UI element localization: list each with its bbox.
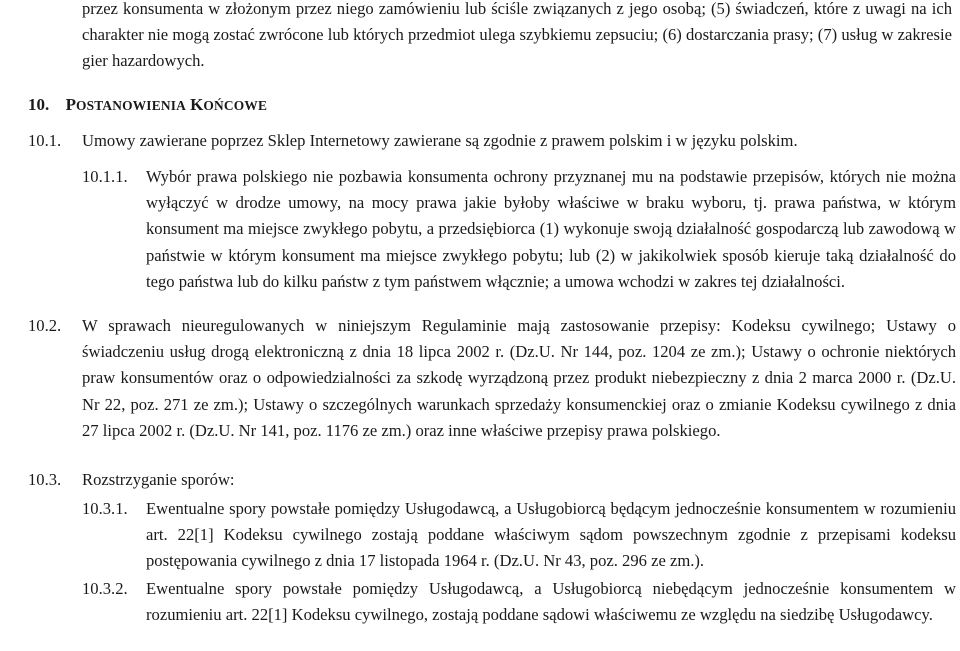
paragraph-10-2: W sprawach nieuregulowanych w niniejszym Regulaminie mają zastosowanie przepisy: Kodeksu cywilnego; Ustawy o świadczeniu usług drogą elektroniczną z dnia 18 lipca 2002 r. (Dz.U. Nr 144, poz. 1204 ze zm.); Ustawy o ochronie niektórych praw konsumentów oraz o odpowiedzialności za szkodę wyrządzoną przez produkt niebezpieczny z dnia 2 marca 2000 r. (Dz.U. Nr 22, poz. 271 ze zm.); Ustawy o szczególnych warunkach sprzedaży konsumenckiej oraz o zmianie Kodeksu cywilnego z dnia 27 lipca 2002 r. (Dz.U. Nr 141, poz. 1176 ze zm.) oraz inne właściwe przepisy prawa polskiego. <box>82 316 956 440</box>
paragraph-number-10-1-1: 10.1.1. <box>82 167 128 186</box>
paragraph-10-1-1: Wybór prawa polskiego nie pozbawia konsumenta ochrony przyznanej mu na podstawie przepisów, których nie można wyłączyć w drodze umowy, na mocy prawa jakie byłoby właściwe w braku wyboru, tj. prawa państwa, w którym konsument ma miejsce zwykłego pobytu, a przedsiębiorca (1) wykonuje swoją działalność gospodarczą lub zawodową w państwie w którym konsument ma miejsce zwykłego pobytu; lub (2) w jakikolwiek sposób kieruje taką działalność do tego państwa lub do kilku państw z tym państwem włącznie; a umowa wchodzi w zakres tej działalności. <box>146 167 956 291</box>
section-title-initial-1: P <box>65 95 76 114</box>
paragraph-number-10-3-1: 10.3.1. <box>82 499 128 518</box>
paragraph-number-10-3: 10.3. <box>28 470 62 489</box>
paragraph-10-3-2: Ewentualne spory powstałe pomiędzy Usługodawcą, a Usługobiorcą niebędącym jednocześnie konsumentem w rozumieniu art. 22[1] Kodeksu cywilnego, zostają poddane sądowi właściwemu ze względu na siedzibę Usługodawcy. <box>146 579 956 625</box>
paragraph-number-10-3-2: 10.3.2. <box>82 579 128 598</box>
section-title-rest-1: OSTANOWIENIA <box>75 98 186 113</box>
paragraph-10-1: Umowy zawierane poprzez Sklep Internetowy zawierane są zgodnie z prawem polskim i w języku polskim. <box>82 131 798 150</box>
section-title-initial-2: K <box>190 95 204 114</box>
paragraph-10-3-1: Ewentualne spory powstałe pomiędzy Usługodawcą, a Usługobiorcą będącym jednocześnie konsumentem w rozumieniu art. 22[1] Kodeksu cywilnego zostają poddane właściwym sądom powszechnym zgodnie z przepisami kodeksu postępowania cywilnego z dnia 17 listopada 1964 r. (Dz.U. Nr 43, poz. 296 ze zm.). <box>146 499 956 571</box>
paragraph-10-3: Rozstrzyganie sporów: <box>82 470 235 489</box>
paragraph-number-10-2: 10.2. <box>28 316 62 335</box>
section-heading <box>28 92 267 119</box>
section-number: 10. <box>28 95 50 114</box>
section-title-rest-2: OŃCOWE <box>203 98 268 113</box>
paragraph-number-10-1: 10.1. <box>28 131 62 150</box>
intro-paragraph: przez konsumenta w złożonym przez niego zamówieniu lub ściśle związanych z jego osobą; (5) świadczeń, które z uwagi na ich charakter nie mogą zostać zwrócone lub których przedmiot ulega szybkiemu zepsuciu; (6) dostarczania prasy; (7) usług w zakresie gier hazardowych. <box>82 0 952 71</box>
